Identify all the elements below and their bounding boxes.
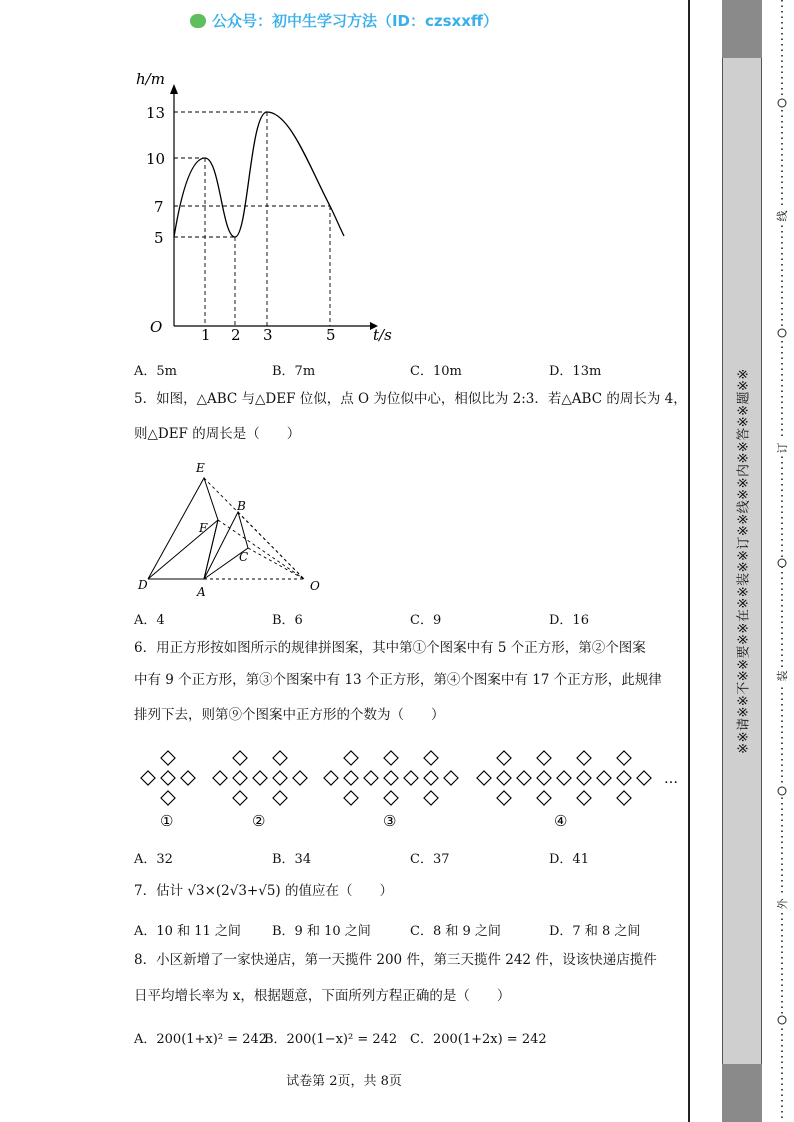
binding-label-bind: 装 <box>776 670 789 682</box>
ytick: 13 <box>146 104 166 122</box>
strip-top-block <box>722 0 762 58</box>
point-label-b: B <box>237 499 246 513</box>
ytick: 5 <box>154 229 164 247</box>
q6-stem-line2: 中有 9 个正方形，第③个图案中有 13 个正方形，第④个图案中有 17 个正方形，此规律 <box>134 672 662 688</box>
pattern-ellipsis: … <box>664 771 678 787</box>
q6-option-b: B．34 <box>272 852 312 867</box>
wechat-icon <box>190 14 206 28</box>
binding-warning-text: ※※请※※不※※要※※在※※装※※订※※线※※内※※答※※题※※ <box>736 368 752 754</box>
point-label-o: O <box>310 579 320 593</box>
binding-label-order: 订 <box>776 442 789 454</box>
q5-figure <box>134 458 334 600</box>
pattern-label-3: ③ <box>383 812 397 830</box>
q5-option-d: D．16 <box>549 613 589 628</box>
q7-stem: 7．估计 √3×(2√3+√5) 的值应在（ ） <box>134 883 393 899</box>
q6-option-c: C．37 <box>410 852 450 867</box>
point-label-f: F <box>199 521 208 535</box>
q4-graph <box>130 68 400 348</box>
binding-hole <box>778 1016 786 1024</box>
q8-option-a: A．200(1+x)² = 242 <box>134 1032 268 1047</box>
pattern-2 <box>213 751 307 805</box>
q5-option-b: B．6 <box>272 613 303 628</box>
point-label-a: A <box>197 585 206 599</box>
y-axis-label: h/m <box>136 70 165 88</box>
binding-hole <box>778 99 786 107</box>
q7-option-b: B．9 和 10 之间 <box>272 924 371 939</box>
xtick: 2 <box>231 326 241 344</box>
q7-option-c: C．8 和 9 之间 <box>410 924 501 939</box>
binding-hole <box>778 329 786 337</box>
binding-hole <box>778 559 786 567</box>
pattern-label-4: ④ <box>554 812 568 830</box>
q6-option-d: D．41 <box>549 852 589 867</box>
q7-option-a: A．10 和 11 之间 <box>134 924 241 939</box>
strip-bottom-block <box>722 1064 762 1122</box>
point-label-e: E <box>196 461 205 475</box>
q8-stem-line2: 日平均增长率为 x，根据题意，下面所列方程正确的是（ ） <box>134 988 511 1004</box>
xtick: 3 <box>263 326 273 344</box>
q6-pattern-figure <box>134 746 694 836</box>
q6-option-a: A．32 <box>134 852 173 867</box>
origin-label: O <box>150 318 163 336</box>
point-label-d: D <box>138 578 148 592</box>
page-header <box>0 10 688 31</box>
q4-option-a: A．5m <box>134 364 177 379</box>
q5-option-a: A．4 <box>134 613 165 628</box>
q8-option-b: B．200(1−x)² = 242 <box>264 1032 398 1047</box>
binding-border-line <box>688 0 690 1122</box>
point-label-c: C <box>239 550 249 564</box>
height-curve <box>174 112 344 237</box>
q7-option-d: D．7 和 8 之间 <box>549 924 641 939</box>
q5-option-c: C．9 <box>410 613 442 628</box>
pattern-1 <box>141 751 195 805</box>
xtick: 5 <box>326 326 336 344</box>
q6-stem-line3: 排列下去，则第⑨个图案中正方形的个数为（ ） <box>134 707 445 723</box>
header-text: 公众号：初中生学习方法（ID：czsxxff） <box>211 12 499 30</box>
ytick: 7 <box>154 198 164 216</box>
q8-stem-line1: 8．小区新增了一家快递店，第一天揽件 200 件，第三天揽件 242 件，设该快递店揽件 <box>134 952 657 968</box>
binding-dotted-line <box>772 0 792 1122</box>
pattern-label-1: ① <box>160 812 174 830</box>
q6-stem-line1: 6．用正方形按如图所示的规律拼图案，其中第①个图案中有 5 个正方形，第②个图案 <box>134 640 646 656</box>
page-footer: 试卷第 2页，共 8页 <box>286 1074 402 1089</box>
ytick: 10 <box>146 150 166 168</box>
pattern-4 <box>477 751 651 805</box>
binding-hole <box>778 787 786 795</box>
q4-option-b: B．7m <box>272 364 316 379</box>
q4-option-d: D．13m <box>549 364 602 379</box>
q8-option-c: C．200(1+2x) = 242 <box>410 1032 547 1047</box>
x-axis-label: t/s <box>373 326 392 344</box>
q5-stem-line1: 5．如图，△ABC 与△DEF 位似，点 O 为位似中心，相似比为 2:3．若△ABC 的周长为 4， <box>134 391 687 407</box>
pattern-3 <box>324 751 458 805</box>
q5-stem-line2: 则△DEF 的周长是（ ） <box>134 426 301 442</box>
xtick: 1 <box>201 326 211 344</box>
pattern-label-2: ② <box>252 812 266 830</box>
q4-option-c: C．10m <box>410 364 462 379</box>
binding-label-outer: 外 <box>776 898 789 910</box>
binding-label-line: 线 <box>776 210 789 222</box>
